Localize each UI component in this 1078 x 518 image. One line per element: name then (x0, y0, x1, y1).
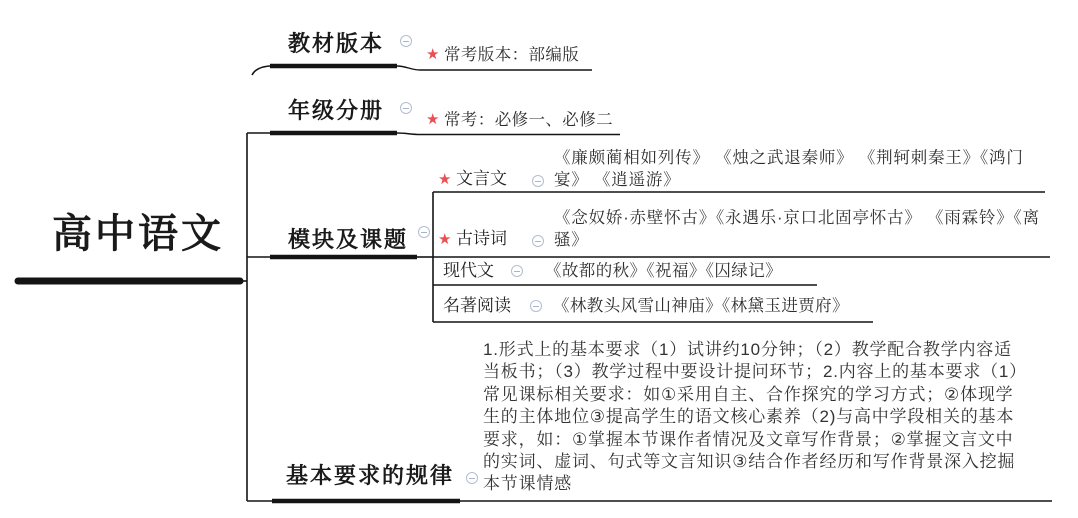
collapse-icon[interactable] (511, 265, 523, 277)
row-text-xiandaiwen[interactable]: 《故都的秋》《祝福》《囚绿记》 (545, 262, 782, 280)
collapse-icon[interactable] (532, 175, 544, 187)
star-icon: ★ (438, 171, 452, 188)
row-label-wenyanwen[interactable]: 文言文 (456, 169, 507, 188)
textbook-child-underline (397, 66, 592, 70)
textbook-connector (252, 66, 270, 75)
collapse-icon[interactable] (532, 235, 544, 247)
star-icon: ★ (426, 111, 440, 128)
collapse-icon[interactable] (418, 226, 430, 238)
row-text-wenyanwen[interactable]: 《廉颇蔺相如列传》 《烛之武退秦师》 《荆轲刺秦王》《鸿门宴》 《逍遥游》 (554, 149, 1024, 189)
grade-child-node[interactable]: 常考：必修一、必修二 (444, 111, 613, 129)
branch-textbook[interactable]: 教材版本 (288, 31, 385, 56)
row-label-gushici[interactable]: 古诗词 (456, 229, 507, 248)
row-label-xiandaiwen[interactable]: 现代文 (443, 261, 494, 280)
collapse-icon[interactable] (400, 35, 412, 47)
star-icon: ★ (426, 46, 440, 63)
requirements-child-node[interactable]: 1.形式上的基本要求（1）试讲约10分钟；（2）教学配合教学内容适当板书；（3）教学过程中要设计提问环节；2.内容上的基本要求（1）常见课标相关要求：如①采用自主、合作探究的学习方式；②体现学生的主体地位③提高学生的语文核心素养（2)与高中学段相关的基本要求，如：①掌握本节课作者情况及文章写作背景；②掌握文言文中的实词、虚词、句式等文言知识③结合作者经历和写作背景深入挖掘本节课情感 (483, 340, 1027, 494)
star-icon: ★ (438, 231, 452, 248)
row-text-mingzhu[interactable]: 《林教头风雪山神庙》《林黛玉进贾府》 (553, 297, 849, 315)
textbook-child-node[interactable]: 常考版本：部编版 (444, 46, 580, 64)
row-label-mingzhu[interactable]: 名著阅读 (443, 296, 511, 315)
collapse-icon[interactable] (400, 102, 412, 114)
row-text-gushici[interactable]: 《念奴娇·赤壁怀古》《永遇乐·京口北固亭怀古》 《雨霖铃》《离骚》 (554, 209, 1040, 249)
root-node[interactable]: 高中语文 (52, 212, 224, 256)
grade-child-underline (397, 133, 620, 135)
branch-modules[interactable]: 模块及课题 (288, 227, 409, 252)
collapse-icon[interactable] (530, 300, 542, 312)
branch-requirements[interactable]: 基本要求的规律 (286, 463, 455, 488)
branch-grade[interactable]: 年级分册 (288, 98, 385, 123)
collapse-icon[interactable] (466, 472, 478, 484)
